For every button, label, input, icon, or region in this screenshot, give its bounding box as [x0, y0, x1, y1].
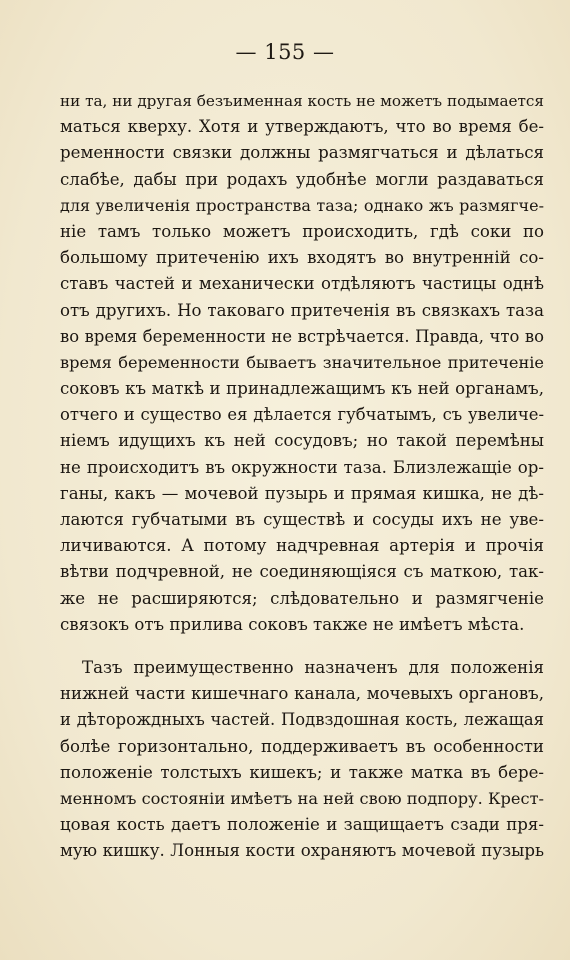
text-line: же не расширяются; слѣдовательно и размягченіе [60, 588, 544, 608]
text-line: большому притеченію ихъ входятъ во внутренній со- [60, 248, 544, 268]
text-line: и дѣторождныхъ частей. Подвздошная кость, лежащая [60, 710, 544, 730]
text-line: лаются губчатыми въ существѣ и сосуды ихъ не уве- [60, 510, 544, 529]
text-line: связокъ отъ прилива соковъ также не имѣетъ мѣста. [60, 614, 525, 634]
text-line: ганы, какъ — мочевой пузырь и прямая кишка, не дѣ- [60, 483, 544, 503]
text-line: соковъ къ маткѣ и принадлежащимъ къ ней органамъ, [60, 379, 544, 399]
text-line: отъ другихъ. Но таковаго притеченія въ связкахъ таза [60, 300, 544, 320]
text-line: болѣе горизонтально, поддерживаетъ въ особенности [60, 736, 544, 756]
text-line: положеніе толстыхъ кишекъ; и также матка въ бере- [60, 762, 544, 782]
text-line: Тазъ преимущественно назначенъ для положенія [82, 657, 544, 677]
text-line: вѣтви подчревной, не соединяющіяся съ маткою, так- [60, 562, 544, 582]
body-text [60, 88, 544, 864]
page-number: — 155 — [235, 40, 335, 64]
text-line: ставъ частей и механически отдѣляютъ частицы однѣ [60, 274, 544, 294]
text-line: отчего и существо ея дѣлается губчатымъ, съ увеличе- [60, 405, 544, 425]
text-line: время беременности бываетъ значительное притеченіе [60, 352, 544, 372]
text-line: личиваются. А потому надчревная артерія и прочія [60, 536, 544, 556]
paragraph-2 [60, 655, 544, 865]
text-line: мую кишку. Лонныя кости охраняютъ мочевой пузырь [60, 841, 544, 861]
paragraph-1 [60, 88, 544, 638]
text-line: во время беременности не встрѣчается. Правда, что во [60, 326, 544, 346]
text-line: для увеличенія пространства таза; однако жъ размягче- [60, 195, 544, 215]
text-line: нижней части кишечнаго канала, мочевыхъ органовъ, [60, 684, 544, 704]
text-line: ніемъ идущихъ къ ней сосудовъ; но такой перемѣны [60, 431, 544, 451]
text-line: цовая кость даетъ положеніе и защищаетъ сзади пря- [60, 815, 544, 835]
text-line: не происходитъ въ окружности таза. Близлежащіе ор- [60, 457, 544, 477]
text-line: ніе тамъ только можетъ происходить, гдѣ соки по [60, 221, 544, 241]
text-line: слабѣе, дабы при родахъ удобнѣе могли раздаваться [60, 169, 544, 189]
text-line: менномъ состояніи имѣетъ на ней свою подпору. Крест- [60, 788, 544, 808]
text-line: ременности связки должны размягчаться и дѣлаться [60, 143, 544, 163]
paragraph-gap [60, 638, 544, 655]
text-line: ни та, ни другая безъименная кость не можетъ подымается [60, 92, 544, 110]
text-line: маться кверху. Хотя и утверждаютъ, что во время бе- [60, 117, 544, 137]
